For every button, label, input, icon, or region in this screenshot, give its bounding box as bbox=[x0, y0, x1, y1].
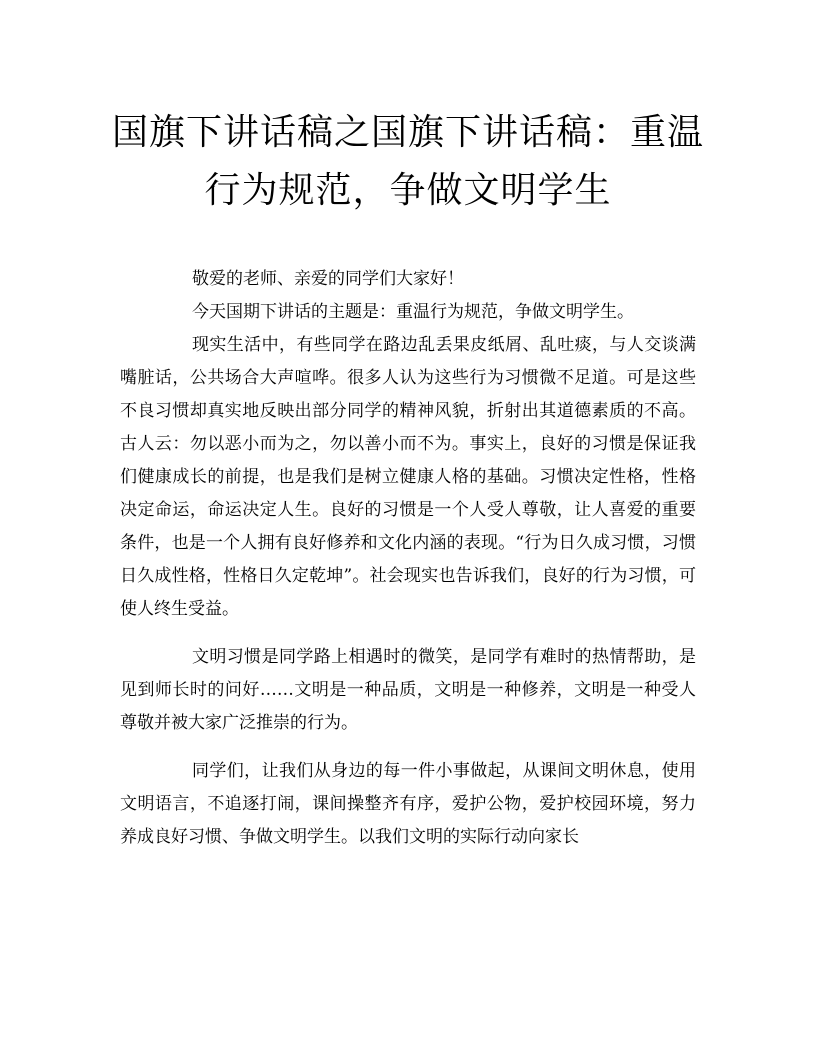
paragraph-topic: 今天国期下讲话的主题是：重温行为规范，争做文明学生。 bbox=[192, 302, 634, 322]
paragraph-greeting: 敬爱的老师、亲爱的同学们大家好！ bbox=[192, 269, 464, 289]
paragraph-call-to-action: 同学们，让我们从身边的每一件小事做起，从课间文明休息，使用文明语言，不追逐打闹，课间操整齐有序，爱护公物，爱护校园环境，努力养成良好习惯、争做文明学生。以我们文明的实际行动向家长 bbox=[120, 761, 696, 847]
paragraph-civility: 文明习惯是同学路上相遇时的微笑，是同学有难时的热情帮助，是见到师长时的问好……文明是一种品质，文明是一种修养，文明是一种受人尊敬并被大家广泛推崇的行为。 bbox=[120, 647, 696, 733]
document-body bbox=[120, 263, 696, 854]
paragraph-habits: 现实生活中，有些同学在路边乱丢果皮纸屑、乱吐痰，与人交谈满嘴脏话，公共场合大声喧哗。很多人认为这些行为习惯微不足道。可是这些不良习惯却真实地反映出部分同学的精神风貌，折射出其道德素质的不高。古人云：勿以恶小而为之，勿以善小而不为。事实上，良好的习惯是保证我们健康成长的前提，也是我们是树立健康人格的基础。习惯决定性格，性格决定命运，命运决定人生。良好的习惯是一个人受人尊敬，让人喜爱的重要条件，也是一个人拥有良好修养和文化内涵的表现。“行为日久成习惯，习惯日久成性格，性格日久定乾坤”。社会现实也告诉我们，良好的行为习惯，可使人终生受益。 bbox=[120, 335, 696, 619]
document-title: 国旗下讲话稿之国旗下讲话稿：重温行为规范，争做文明学生 bbox=[111, 112, 704, 211]
